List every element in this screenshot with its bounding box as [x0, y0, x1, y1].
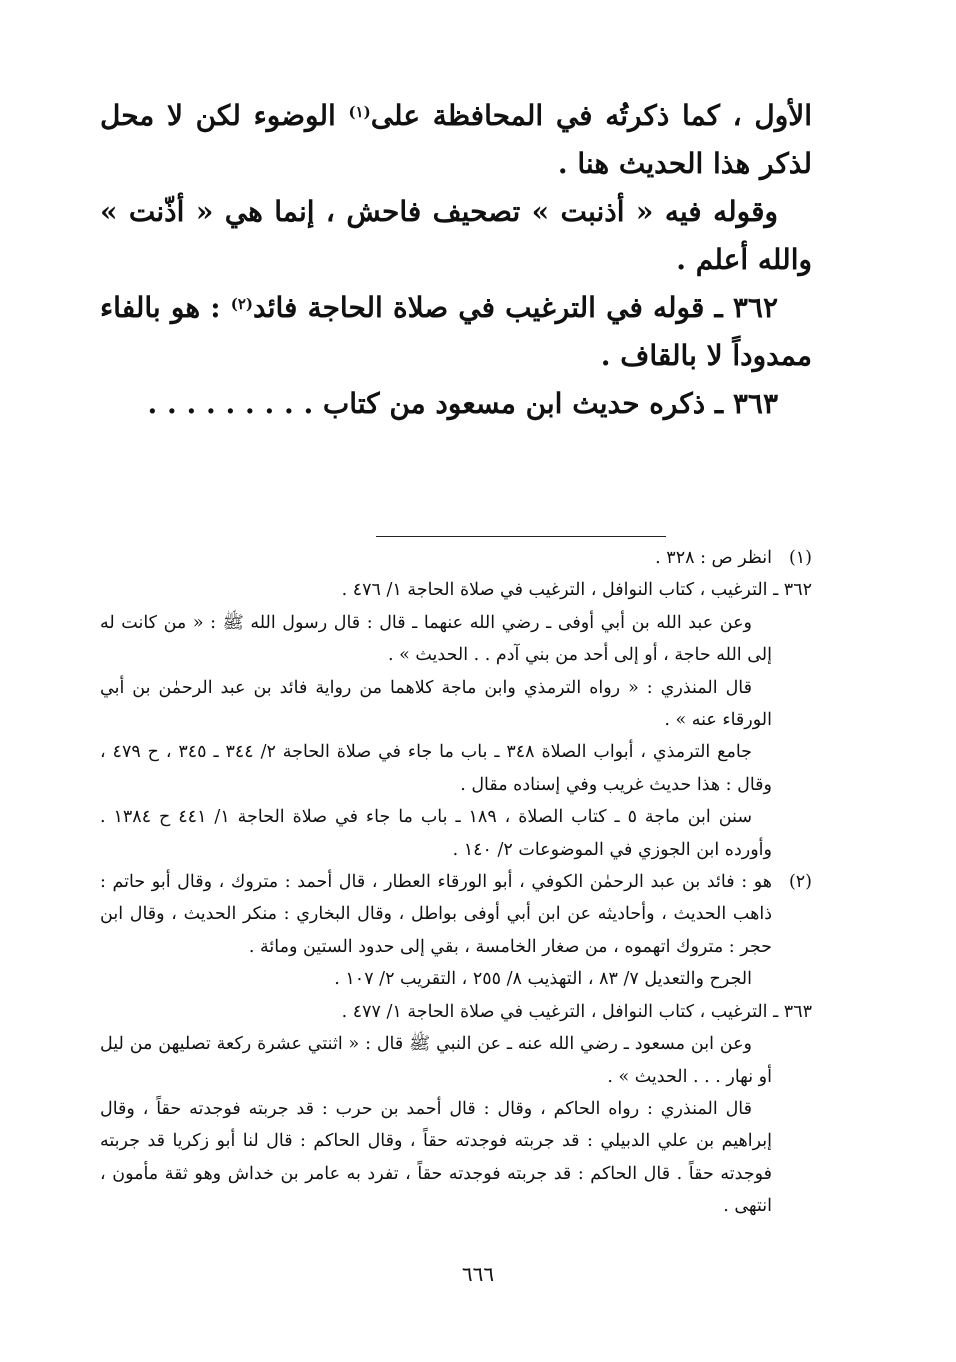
main-text [100, 92, 812, 428]
footnote-1-text: انظر ص : ٣٢٨ . [655, 548, 772, 568]
paragraph-1-rest: الوضوء لكن لا محل لذكر هذا الحديث هنا . [100, 99, 812, 180]
footnote-1 [100, 542, 812, 574]
note-363-heading: ٣٦٣ ـ الترغيب ، كتاب النوافل ، الترغيب في صلاة الحاجة ١/ ٤٧٧ . [341, 1001, 812, 1022]
footnote-2-text: هو : فائد بن عبد الرحمٰن الكوفي ، أبو الورقاء العطار ، قال أحمد : متروك ، وقال أبو حاتم : ذاهب الحديث ، وأحاديثه عن ابن أبي أوفى بواطل ، وقال البخاري : منكر الحديث ، وقال ابن حجر : متروك اتهموه ، من صغار الخامسة ، بقي إلى حدود الستين ومائة . [100, 872, 772, 957]
paragraph-1 [100, 92, 812, 188]
footnote-2 [100, 866, 812, 963]
page-content [100, 92, 813, 1217]
page-number: ٦٦٦ [461, 1262, 495, 1286]
paragraph-1-text: الأول ، كما ذكرتُه في المحافظة على [370, 99, 813, 132]
footnote-1-number: (١) [788, 548, 812, 568]
note-363-mundhiri: قال المنذري : رواه الحاكم ، وقال : قال أحمد بن حرب : قد جربته فوجدته حقاً ، وقال إبراهيم بن علي الدبيلي : قد جربته فوجدته حقاً ، وقال الحاكم : قال لنا أبو زكريا قد جربته فوجدته حقاً . قال الحاكم : قد جربته فوجدته حقاً ، تفرد به عامر بن خداش وهو ثقة مأمون ، انتهى . [100, 1098, 772, 1217]
note-362-hadith: وعن عبد الله بن أبي أوفى ـ رضي الله عنهما ـ قال : قال رسول الله ﷺ : « من كانت له إلى الله حاجة ، أو إلى أحد من بني آدم . . الحديث » . [100, 612, 772, 666]
paragraph-362-text: ٣٦٢ ـ قوله في الترغيب في صلاة الحاجة فائد [253, 291, 778, 324]
paragraph-363: ٣٦٣ ـ ذكره حديث ابن مسعود من كتاب . . . . . . . . . [147, 387, 778, 420]
footnotes [100, 542, 812, 1223]
footnote-ref-2: (٢) [230, 295, 254, 313]
paragraph-362 [100, 284, 812, 380]
footnote-ref-1: (١) [348, 103, 371, 121]
paragraph-2: وقوله فيه « أذنبت » تصحيف فاحش ، إنما هي « أذّنت » والله أعلم . [100, 195, 812, 276]
footnote-divider [376, 536, 666, 537]
paragraph-362-rest: : هو بالفاء ممدوداً لا بالقاف . [100, 291, 812, 372]
note-362-heading: ٣٦٢ ـ الترغيب ، كتاب النوافل ، الترغيب في صلاة الحاجة ١/ ٤٧٦ . [341, 580, 812, 601]
note-362-ibnmajah: سنن ابن ماجة ٥ ـ كتاب الصلاة ، ١٨٩ ـ باب ما جاء في صلاة الحاجة ١/ ٤٤١ ح ١٣٨٤ . وأورده ابن الجوزي في الموضوعات ٢/ ١٤٠ . [100, 807, 772, 860]
footnote-2-number: (٢) [788, 872, 812, 893]
note-362-mundhiri: قال المنذري : « رواه الترمذي وابن ماجة كلاهما من رواية فائد بن عبد الرحمٰن بن أبي الورقاء عنه » . [100, 677, 772, 731]
footnote-2-references: الجرح والتعديل ٧/ ٨٣ ، التهذيب ٨/ ٢٥٥ ، التقريب ٢/ ١٠٧ . [334, 969, 752, 990]
note-362-tirmidhi: جامع الترمذي ، أبواب الصلاة ٣٤٨ ـ باب ما جاء في صلاة الحاجة ٢/ ٣٤٤ ـ ٣٤٥ ، ح ٤٧٩ ، وقال : هذا حديث غريب وفي إسناده مقال . [100, 742, 772, 795]
note-363-hadith: وعن ابن مسعود ـ رضي الله عنه ـ عن النبي ﷺ قال : « اثنتي عشرة ركعة تصليهن من ليل أو نهار . . . الحديث » . [100, 1034, 772, 1087]
